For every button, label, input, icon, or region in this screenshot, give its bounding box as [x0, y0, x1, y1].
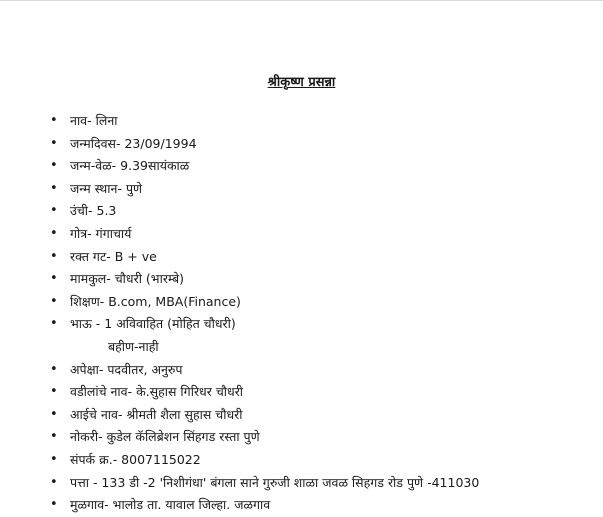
- bullet-icon: •: [50, 497, 58, 513]
- bullet-icon: •: [50, 361, 58, 377]
- list-item: [50, 110, 590, 133]
- item-expectations: अपेक्षा- पदवीतर, अनुरुप: [70, 361, 183, 377]
- biodata-list: [50, 110, 590, 517]
- bullet-icon: •: [50, 158, 58, 174]
- item-mother-name: आईचे नाव- श्रीमती शैला सुहास चौधरी: [70, 406, 243, 422]
- item-name: नाव- लिना: [70, 113, 118, 128]
- list-item: [50, 426, 590, 449]
- bullet-icon: •: [50, 113, 58, 128]
- list-item: [50, 223, 590, 246]
- item-blood-group: रक्त गट- B + ve: [70, 248, 157, 264]
- list-item: [50, 313, 590, 336]
- list-item: [50, 404, 590, 427]
- item-address: पत्ता - 133 डी -2 'निशीगंधा' बंगला साने गुरुजी शाळा जवळ सिहगड रोड पुणे -411030: [70, 474, 480, 490]
- document-title: श्रीकृष्ण प्रसन्ना: [267, 75, 336, 90]
- list-item: [50, 449, 590, 472]
- list-item-sub: [50, 336, 590, 359]
- bullet-icon: •: [50, 406, 58, 422]
- list-item: [50, 178, 590, 201]
- item-sister: बहीण-नाही: [108, 338, 159, 354]
- list-item: [50, 381, 590, 404]
- page-top-border: [0, 0, 603, 1]
- bullet-icon: •: [50, 203, 58, 219]
- bullet-icon: •: [50, 451, 58, 467]
- item-brother: भाऊ - 1 अविवाहित (मोहित चौधरी): [70, 316, 236, 332]
- list-item: [50, 155, 590, 178]
- item-height: उंची- 5.3: [70, 203, 117, 219]
- item-father-name: वडीलांचे नाव- के.सुहास गिरिधर चौधरी: [70, 384, 244, 400]
- list-item: [50, 133, 590, 156]
- list-item: [50, 291, 590, 314]
- item-birthdate: जन्मदिवस- 23/09/1994: [70, 135, 197, 151]
- bullet-icon: •: [50, 225, 58, 241]
- item-education: शिक्षण- B.com, MBA(Finance): [70, 293, 241, 309]
- list-item: [50, 200, 590, 223]
- item-contact: संपर्क क्र.- 8007115022: [70, 451, 201, 467]
- item-job: नोकरी- कुडेल कॅलिब्रेशन सिंहगड रस्ता पुणे: [70, 429, 260, 445]
- list-item: [50, 359, 590, 382]
- list-item: [50, 494, 590, 517]
- item-birth-time: जन्म-वेळ- 9.39सायंकाळ: [70, 158, 190, 174]
- bullet-icon: •: [50, 316, 58, 332]
- bullet-icon: •: [50, 180, 58, 196]
- bullet-icon: •: [50, 271, 58, 287]
- list-item: [50, 246, 590, 269]
- bullet-icon: •: [50, 293, 58, 309]
- bullet-icon: •: [50, 429, 58, 445]
- list-item: [50, 268, 590, 291]
- bullet-icon: •: [50, 135, 58, 151]
- item-native-place: मुळगाव- भालोड ता. यावाल जिल्हा. जळगाव: [70, 497, 271, 513]
- list-item: [50, 472, 590, 495]
- item-gotra: गोत्र- गंगाचार्य: [70, 225, 132, 241]
- item-birthplace: जन्म स्थान- पुणे: [70, 180, 143, 196]
- item-maternal-family: मामकुल- चौधरी (भारम्बे): [70, 271, 185, 287]
- bullet-icon: •: [50, 384, 58, 400]
- bullet-icon: •: [50, 474, 58, 490]
- bullet-icon: •: [50, 248, 58, 264]
